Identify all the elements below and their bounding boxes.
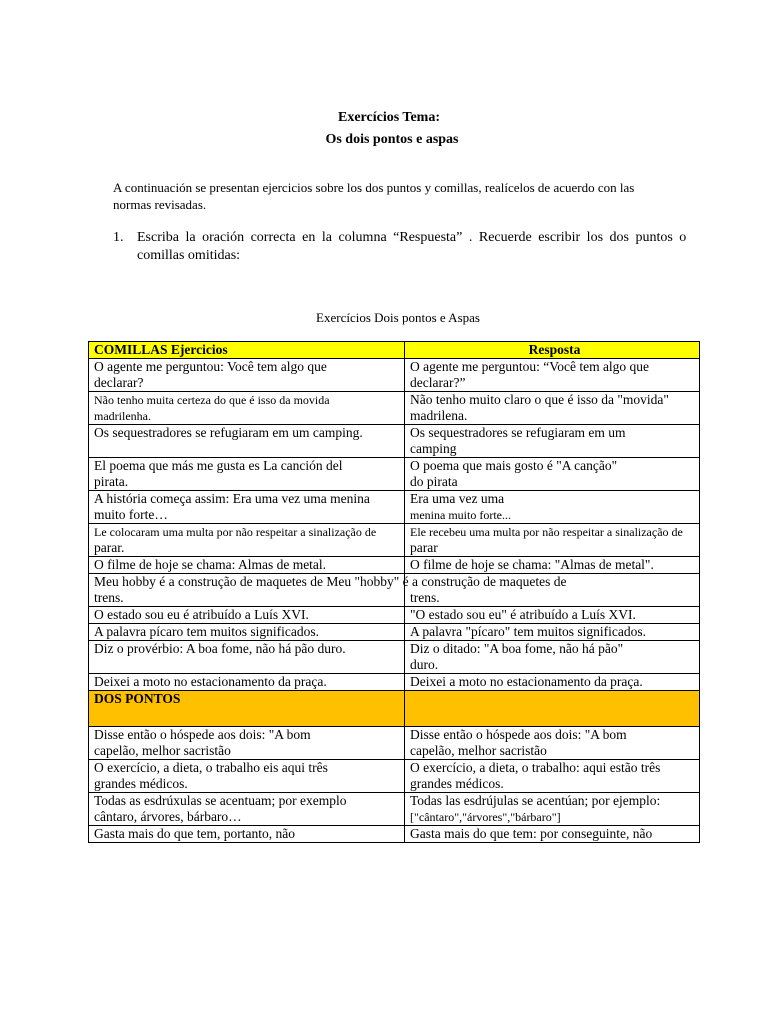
intro-line: A continuación se presentan ejercicios sobre los dos puntos y comillas, realícelos de acuerdo con las	[113, 180, 635, 195]
answer-cell: Gasta mais do que tem: por conseguinte, não	[405, 826, 700, 843]
instruction-number: 1.	[113, 230, 124, 245]
exercise-cell: O agente me perguntou: Você tem algo que declarar?	[89, 359, 405, 392]
header-exercises: COMILLAS Ejercicios	[89, 342, 405, 359]
answer-cell: Não tenho muito claro o que é isso da "movida" madrilena.	[405, 392, 700, 425]
answer-cell: Era uma vez uma menina muito forte...	[405, 491, 700, 524]
table-header-row	[89, 342, 700, 359]
exercise-cell: Meu hobby é a construção de maquetes de Meu "hobby" é a construção de maquetes de trens.	[89, 574, 405, 607]
instruction-text-line1: Escriba la oración correcta en la columna “Respuesta” . Recuerde escribir los dos puntos o	[137, 230, 687, 245]
section-label-empty	[405, 691, 700, 727]
document-subtitle: Os dois pontos e aspas	[325, 132, 459, 147]
table-row	[89, 760, 700, 793]
answer-cell: O exercício, a dieta, o trabalho: aqui estão três grandes médicos.	[405, 760, 700, 793]
exercise-cell: Os sequestradores se refugiaram em um camping.	[89, 425, 405, 458]
exercise-cell: Diz o provérbio: A boa fome, não há pão duro.	[89, 641, 405, 674]
exercise-cell: O filme de hoje se chama: Almas de metal.	[89, 557, 405, 574]
intro-paragraph	[113, 179, 673, 213]
table-row	[89, 524, 700, 557]
intro-line: normas revisadas.	[113, 197, 207, 212]
table-row	[89, 574, 700, 607]
answer-cell: Disse então o hóspede aos dois: "A bom capelão, melhor sacristão	[405, 727, 700, 760]
document-title: Exercícios Tema:	[337, 110, 440, 125]
section-header-row	[89, 691, 700, 727]
exercise-cell: Le colocaram uma multa por não respeitar a sinalização de parar.	[89, 524, 405, 557]
exercise-cell: Todas as esdrúxulas se acentuam; por exemplo cântaro, árvores, bárbaro…	[89, 793, 405, 826]
exercise-cell: Disse então o hóspede aos dois: "A bom capelão, melhor sacristão	[89, 727, 405, 760]
table-row	[89, 392, 700, 425]
header-answer: Resposta	[405, 342, 700, 359]
instruction-text-line2: comillas omitidas:	[137, 248, 241, 263]
table-row	[89, 826, 700, 843]
table-row	[89, 793, 700, 826]
answer-cell: O filme de hoje se chama: "Almas de metal".	[405, 557, 700, 574]
table-row	[89, 491, 700, 524]
table-row	[89, 359, 700, 392]
exercise-cell: El poema que más me gusta es La canción del pirata.	[89, 458, 405, 491]
exercise-cell: A palavra pícaro tem muitos significados.	[89, 624, 405, 641]
table-row	[89, 624, 700, 641]
table-row	[89, 641, 700, 674]
answer-cell: Deixei a moto no estacionamento da praça.	[405, 674, 700, 691]
answer-cell: Todas las esdrújulas se acentúan; por ejemplo: ["cântaro","árvores","bárbaro"]	[405, 793, 700, 826]
answer-cell: "O estado sou eu" é atribuído a Luís XVI.	[405, 607, 700, 624]
exercise-cell: Deixei a moto no estacionamento da praça.	[89, 674, 405, 691]
exercise-table	[88, 341, 700, 843]
exercise-cell: O exercício, a dieta, o trabalho eis aqui três grandes médicos.	[89, 760, 405, 793]
exercise-cell: Não tenho muita certeza do que é isso da movida madrilenha.	[89, 392, 405, 425]
exercise-cell: A história começa assim: Era uma vez uma menina muito forte…	[89, 491, 405, 524]
exercise-cell: O estado sou eu é atribuído a Luís XVI.	[89, 607, 405, 624]
table-row	[89, 727, 700, 760]
table-row	[89, 458, 700, 491]
table-caption: Exercícios Dois pontos e Aspas	[316, 310, 480, 325]
answer-cell: O poema que mais gosto é "A canção" do pirata	[405, 458, 700, 491]
table-row	[89, 674, 700, 691]
table-row	[89, 607, 700, 624]
answer-cell: Ele recebeu uma multa por não respeitar a sinalização de parar	[405, 524, 700, 557]
answer-cell: O agente me perguntou: “Você tem algo que declarar?”	[405, 359, 700, 392]
answer-cell: trens.	[405, 574, 700, 607]
answer-cell: Os sequestradores se refugiaram em um camping	[405, 425, 700, 458]
table-row	[89, 557, 700, 574]
answer-cell: Diz o ditado: "A boa fome, não há pão" duro.	[405, 641, 700, 674]
section-label: DOS PONTOS	[89, 691, 405, 727]
answer-cell: A palavra "pícaro" tem muitos significados.	[405, 624, 700, 641]
exercise-cell: Gasta mais do que tem, portanto, não	[89, 826, 405, 843]
table-row	[89, 425, 700, 458]
